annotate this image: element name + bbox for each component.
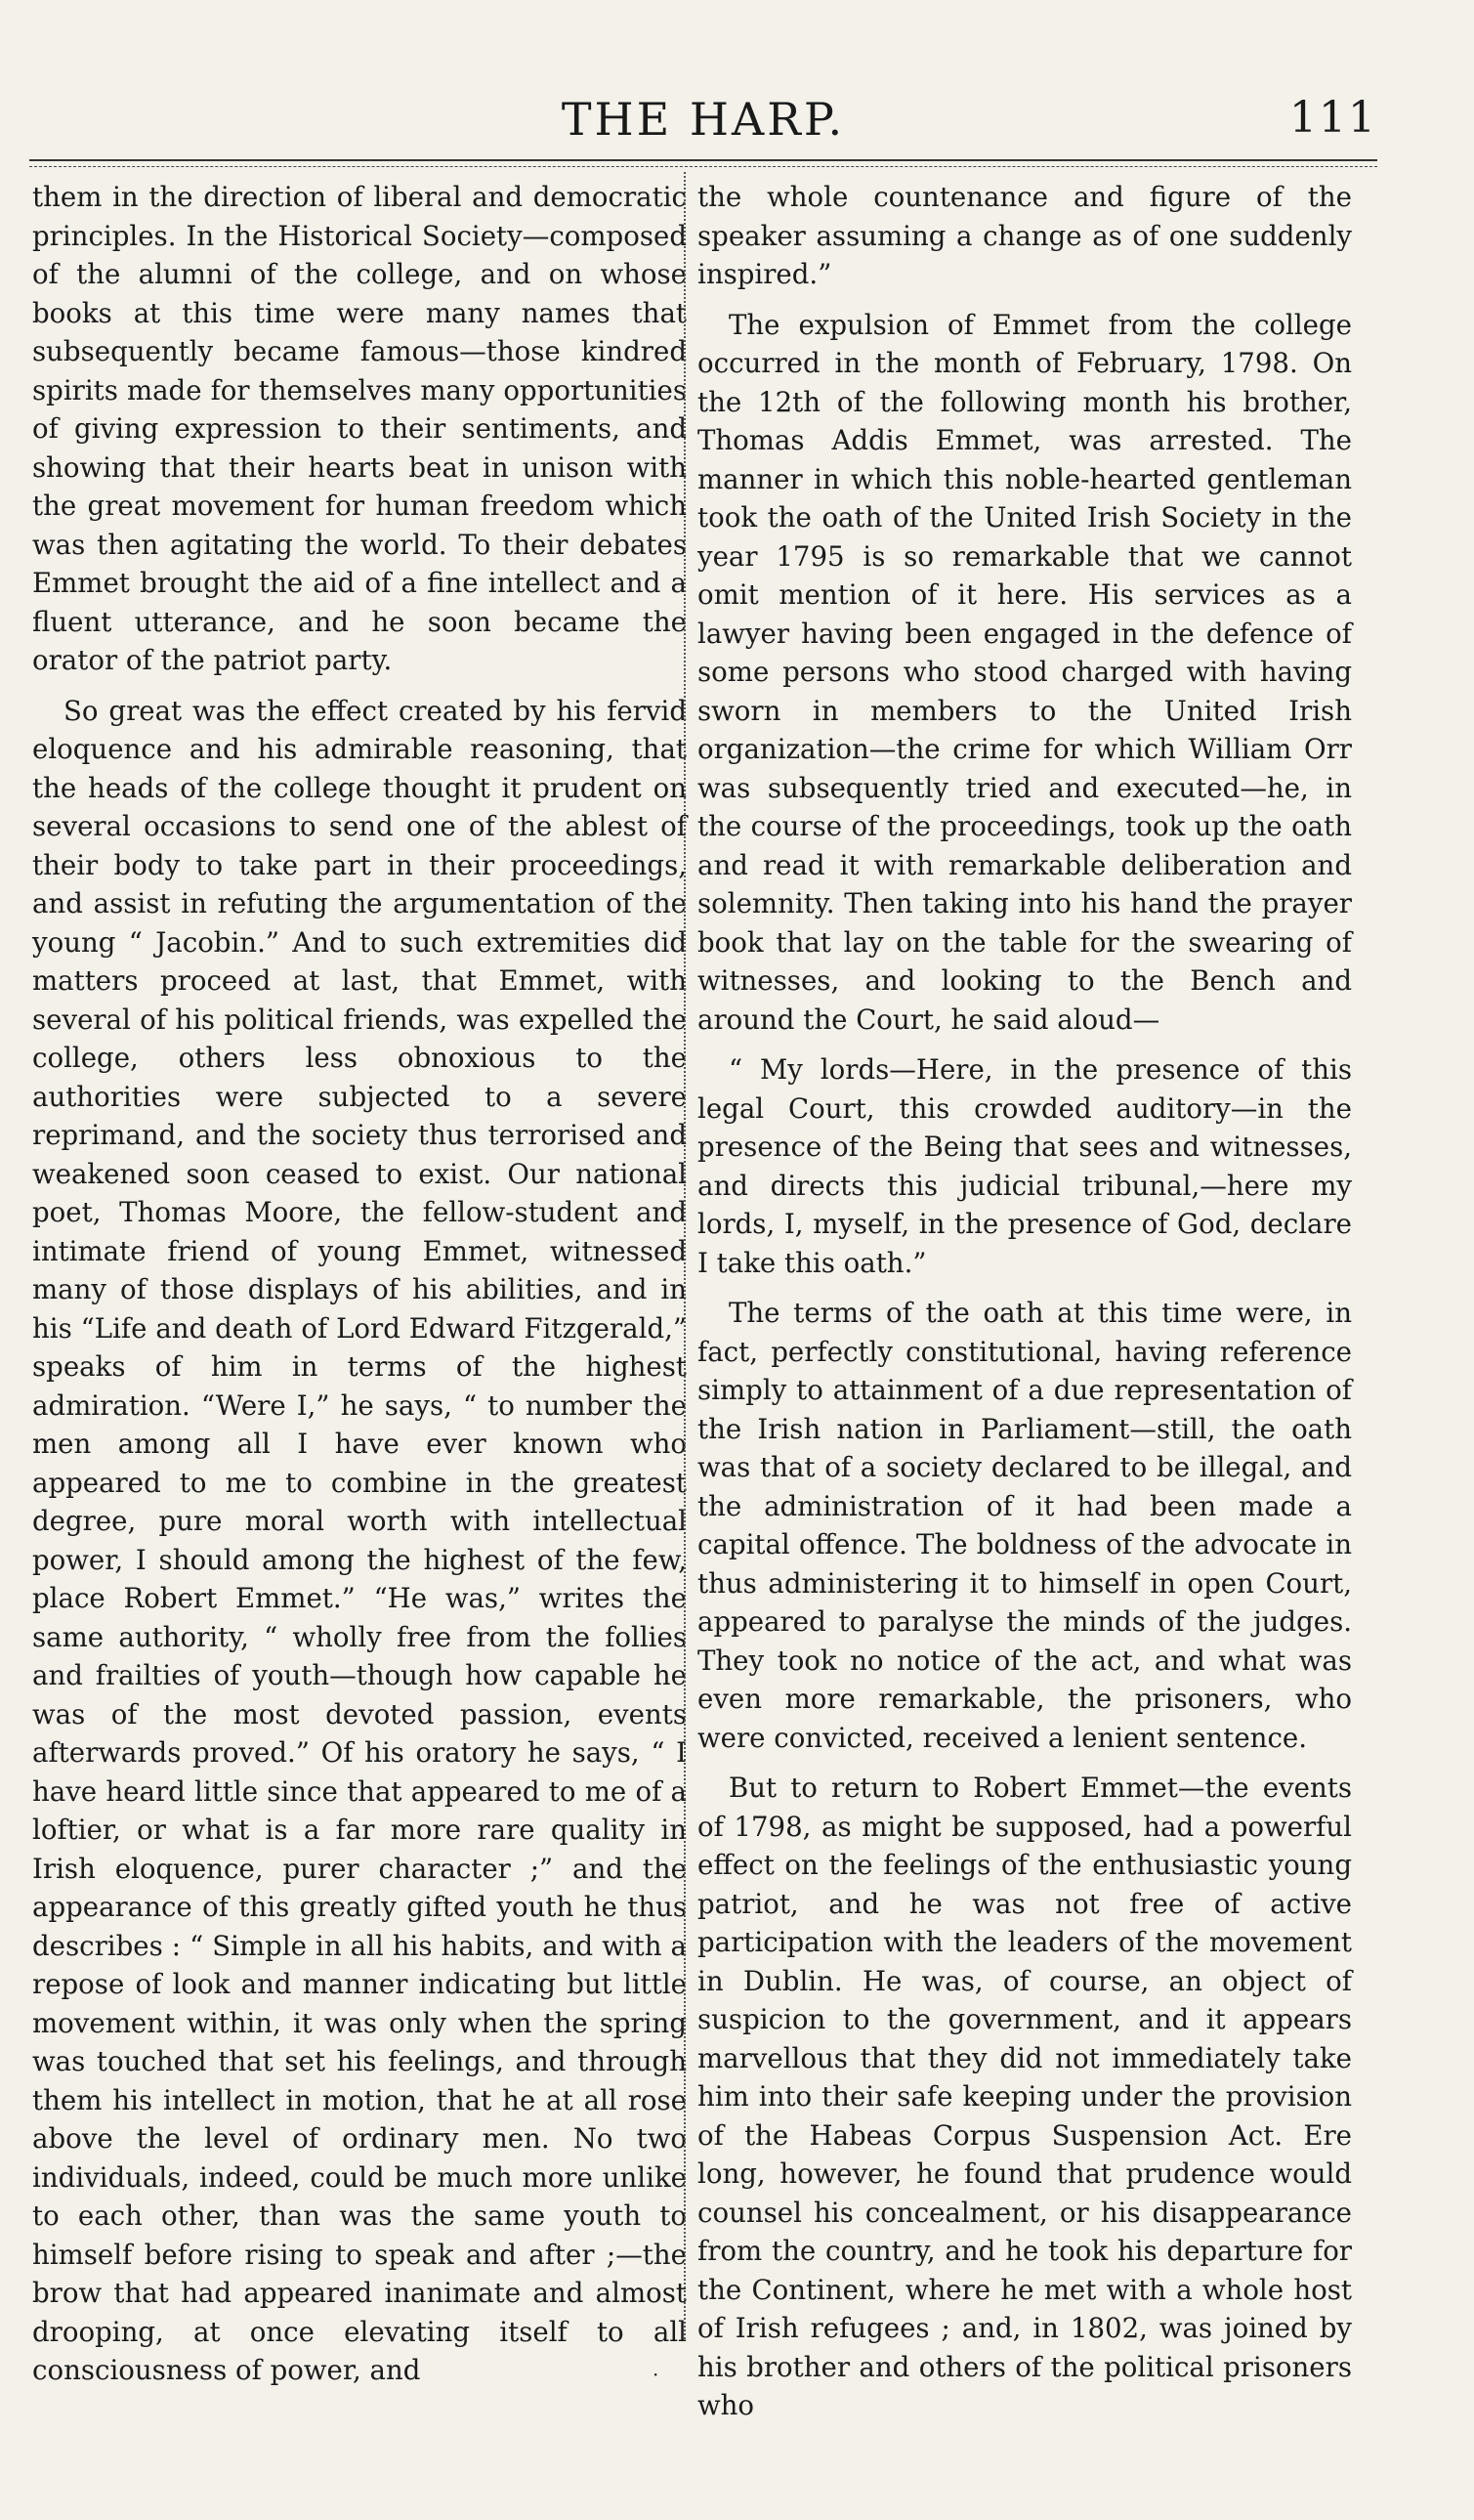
page-number: 111	[1289, 93, 1377, 143]
header-rule-dashed	[29, 166, 1377, 167]
paragraph: The terms of the oath at this time were, in fact, perfectly constitutional, having reference simply to attainment of a due representation of the Irish nation in Parliament—still, the oath was that of a society declared to be illegal, and the administration of it had been made a capital offence. The boldness of the advocate in thus administering it to himself in open Court, appeared to paralyse the minds of the judges. They took no notice of the act, and what was even more remarkable, the prisoners, who were convicted, received a lenient sentence.	[697, 1297, 1352, 1754]
publication-title: THE HARP.	[561, 93, 846, 146]
footer-dot: ·	[653, 2363, 659, 2386]
header-rule	[29, 159, 1377, 161]
column-divider	[684, 172, 686, 2339]
paragraph: them in the direction of liberal and democratic principles. In the Historical Society—composed of the alumni of the college, and on whose books at this time were many names that subsequently became famous—those kindred spirits made for themselves many opportunities of giving expression to their sentiments, and showing that their hearts beat in unison with the great movement for human freedom which was then agitating the world. To their debates Emmet brought the aid of a fine intellect and a fluent utterance, and he soon became the orator of the patriot party.	[32, 181, 687, 676]
paragraph: the whole countenance and figure of the speaker assuming a change as of one suddenly inspired.”	[697, 181, 1352, 290]
left-column	[32, 178, 687, 2402]
paragraph: The expulsion of Emmet from the college occurred in the month of February, 1798. On the 12th of the following month his brother, Thomas Addis Emmet, was arrested. The manner in which this noble-hearted gentleman took the oath of the United Irish Society in the year 1795 is so remarkable that we cannot omit mention of it here. His services as a lawyer having been engaged in the defence of some persons who stood charged with having sworn in members to the United Irish organization—the crime for which William Orr was subsequently tried and executed—he, in the course of the proceedings, took up the oath and read it with remarkable deliberation and solemnity. Then taking into his hand the prayer book that lay on the table for the swearing of witnesses, and looking to the Bench and around the Court, he said aloud—	[697, 308, 1352, 1036]
page-header	[29, 93, 1377, 151]
paragraph: But to return to Robert Emmet—the events of 1798, as might be supposed, had a powerful effect on the feelings of the enthusiastic young patriot, and he was not free of active participation with the leaders of the movement in Dublin. He was, of course, an object of suspicion to the government, and it appears marvellous that they did not immediately take him into their safe keeping under the provision of the Habeas Corpus Suspension Act. Ere long, however, he found that prudence would counsel his concealment, or his disappearance from the country, and he took his departure for the Continent, where he met with a whole host of Irish refugees ; and, in 1802, was joined by his brother and others of the political prisoners who	[697, 1772, 1352, 2421]
paragraph: “ My lords—Here, in the presence of this legal Court, this crowded auditory—in the presence of the Being that sees and witnesses, and directs this judicial tribunal,—here my lords, I, myself, in the presence of God, declare I take this oath.”	[697, 1053, 1352, 1279]
right-column	[697, 178, 1352, 2437]
paragraph: So great was the effect created by his fervid eloquence and his admirable reasoning, that the heads of the college thought it prudent on several occasions to send one of the ablest of their body to take part in their proceedings, and assist in refuting the argumentation of the young “ Jacobin.” And to such extremities did matters proceed at last, that Emmet, with several of his political friends, was expelled the college, others less obnoxious to the authorities were subjected to a severe reprimand, and the society thus terrorised and weakened soon ceased to exist. Our national poet, Thomas Moore, the fellow-student and intimate friend of young Emmet, witnessed many of those displays of his abilities, and in his “Life and death of Lord Edward Fitzgerald,” speaks of him in terms of the highest admiration. “Were I,” he says, “ to number the men among all I have ever known who appeared to me to combine in the greatest degree, pure moral worth with intellectual power, I should among the highest of the few, place Robert Emmet.” “He was,” writes the same authority, “ wholly free from the follies and frailties of youth—though how capable he was of the most devoted passion, events afterwards proved.” Of his oratory he says, “ I have heard little since that appeared to me of a loftier, or what is a far more rare quality in Irish eloquence, purer character ;” and the appearance of this greatly gifted youth he thus describes : “ Simple in all his habits, and with a repose of look and manner indicating but little movement within, it was only when the spring was touched that set his feelings, and through them his intellect in motion, that he at all rose above the level of ordinary men. No two individuals, indeed, could be much more unlike to each other, than was the same youth to himself before rising to speak and after ;—the brow that had appeared inanimate and almost drooping, at once elevating itself to all consciousness of power, and	[32, 694, 687, 2386]
